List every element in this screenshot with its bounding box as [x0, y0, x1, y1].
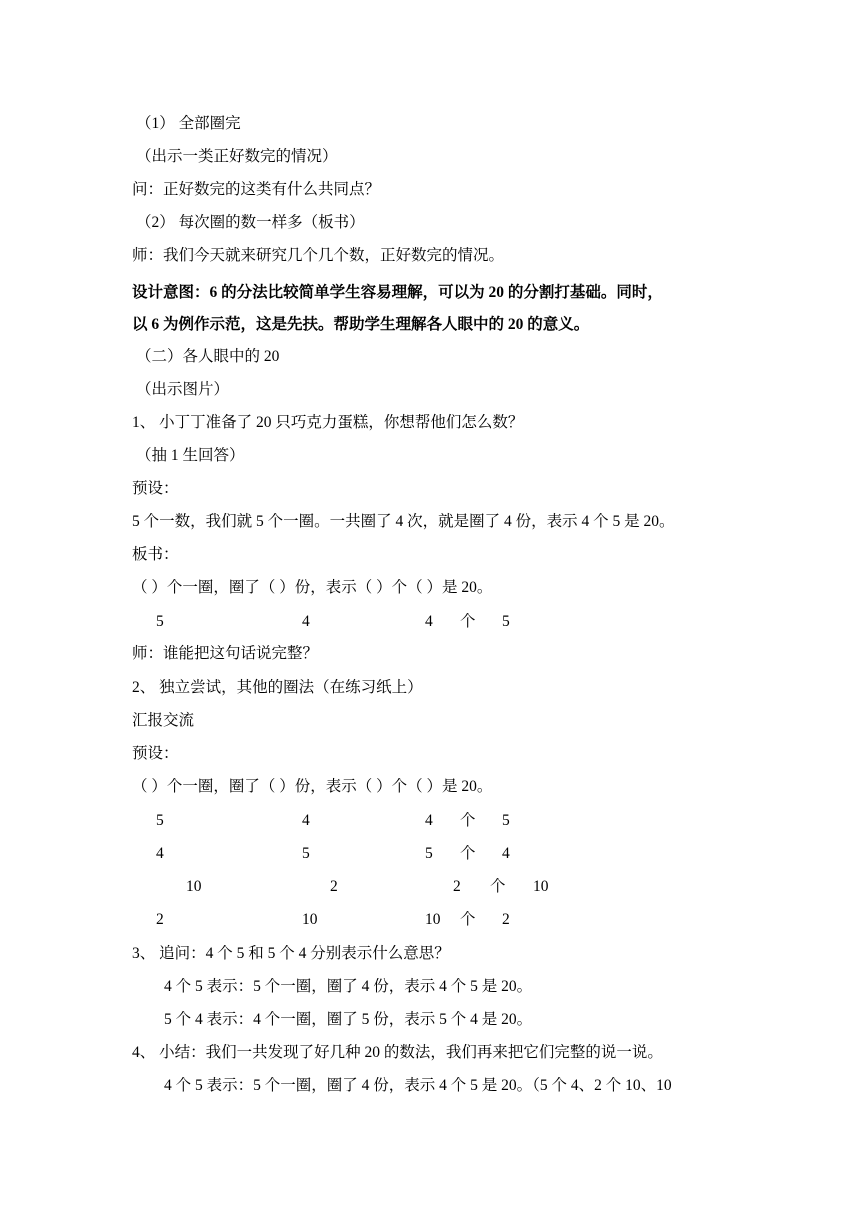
fill-cell: 2: [453, 878, 461, 895]
text-line-12: 预设：: [132, 480, 179, 497]
text-line-22: 4 个 5 表示：5 个一圈，圈了 4 份，表示 4 个 5 是 20。: [164, 978, 533, 995]
text-line-25: 4 个 5 表示：5 个一圈，圈了 4 份，表示 4 个 5 是 20。（5 个 4、2 个 10、10: [164, 1077, 672, 1094]
fill-cell: 个: [460, 845, 476, 862]
text-line-21: 3、 追问：4 个 5 和 5 个 4 分别表示什么意思？: [132, 945, 450, 962]
text-line-9: （出示图片）: [136, 381, 230, 398]
design-intent-line-2: 以 6 为例作示范，这是先扶。帮助学生理解各人眼中的 20 的意义。: [132, 316, 590, 333]
fill-cell: 10: [533, 878, 549, 895]
fill-cell: 2: [330, 878, 338, 895]
text-line-23: 5 个 4 表示：4 个一圈，圈了 5 份，表示 5 个 4 是 20。: [164, 1011, 533, 1028]
fill-template-1: （ ）个一圈，圈了（ ）份，表示（ ）个（ ）是 20。: [132, 579, 493, 596]
fill-cell: 5: [425, 845, 433, 862]
fill-cell: 4: [156, 845, 164, 862]
text-line-5: 师：我们今天就来研究几个几个数，正好数完的情况。: [132, 247, 505, 264]
fill-cell: 个: [460, 911, 476, 928]
text-line-17: 2、 独立尝试，其他的圈法（在练习纸上）: [132, 679, 423, 696]
fill-cell: 5: [156, 613, 164, 630]
fill-cell: 5: [156, 812, 164, 829]
fill-cell: 5: [302, 845, 310, 862]
fill-cell: 5: [502, 613, 510, 630]
fill-cell: 个: [490, 878, 506, 895]
fill-cell: 个: [460, 812, 476, 829]
fill-cell: 4: [302, 812, 310, 829]
text-line-18: 汇报交流: [132, 712, 195, 729]
fill-cell: 10: [186, 878, 202, 895]
text-line-4: （2） 每次圈的数一样多（板书）: [136, 214, 365, 231]
fill-cell: 4: [302, 613, 310, 630]
fill-cell: 10: [302, 911, 318, 928]
fill-cell: 2: [502, 911, 510, 928]
text-line-13: 5 个一数，我们就 5 个一圈。一共圈了 4 次，就是圈了 4 份，表示 4 个 5 是 20。: [132, 513, 675, 530]
fill-cell: 10: [425, 911, 441, 928]
section-heading: （二）各人眼中的 20: [136, 348, 280, 365]
fill-cell: 5: [502, 812, 510, 829]
fill-cell: 2: [156, 911, 164, 928]
text-line-11: （抽 1 生回答）: [136, 447, 245, 464]
text-line-14: 板书：: [132, 546, 179, 563]
text-line-10: 1、 小丁丁准备了 20 只巧克力蛋糕，你想帮他们怎么数？: [132, 414, 524, 431]
fill-cell: 个: [460, 613, 476, 630]
fill-cell: 4: [425, 812, 433, 829]
fill-cell: 4: [502, 845, 510, 862]
fill-template-2: （ ）个一圈，圈了（ ）份，表示（ ）个（ ）是 20。: [132, 778, 493, 795]
fill-cell: 4: [425, 613, 433, 630]
text-line-2: （出示一类正好数完的情况）: [136, 148, 338, 165]
text-line-16: 师：谁能把这句话说完整？: [132, 645, 319, 662]
text-line-3: 问：正好数完的这类有什么共同点？: [132, 181, 381, 198]
text-line-24: 4、 小结：我们一共发现了好几种 20 的数法，我们再来把它们完整的说一说。: [132, 1044, 663, 1061]
design-intent-line-1: 设计意图：6 的分法比较简单学生容易理解，可以为 20 的分割打基础。同时，: [132, 284, 663, 301]
text-line-1: （1） 全部圈完: [136, 115, 241, 132]
text-line-19: 预设：: [132, 745, 179, 762]
